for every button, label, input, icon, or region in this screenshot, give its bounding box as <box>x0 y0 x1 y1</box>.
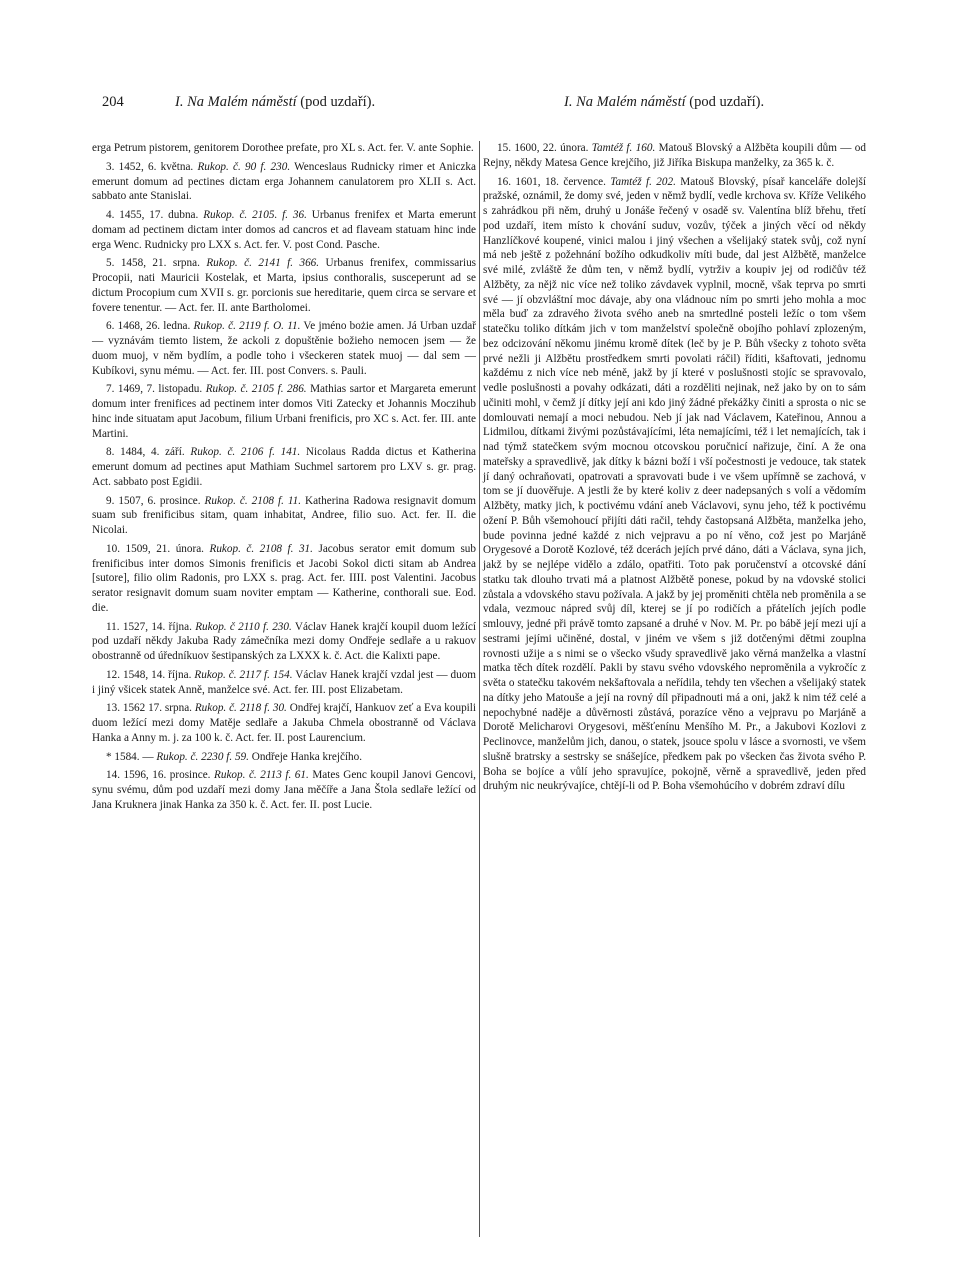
entry-paragraph <box>92 141 476 156</box>
entry-paragraph <box>483 175 866 795</box>
source-reference: Rukop. č. 2119 f. O. 11. <box>193 320 301 333</box>
entry-text: Václav Hanek krajčí koupil duom ležící pod uzdaří někdy Jakuba Rady zámečníka mezi domy Ondřeje sedlaře a u rakuov obostranně od úředníkuov šestipanských za LXXX k. č. Act. die Kalixti pape. <box>92 620 476 662</box>
source-reference: Rukop. č. 2108 f. 31. <box>209 542 313 555</box>
source-reference: Rukop. č. 2105 f. 286. <box>205 383 307 396</box>
entry-text: Ondřej krajčí, Hankuov zeť a Eva koupili duom ležící mezi domy Matěje sedlaře a Jakuba Chmela obostranně od Václava Hanka a Anny m. j. za 100 k. č. Act. fer. II. post Laurencium. <box>92 702 477 744</box>
column-divider <box>479 141 480 1237</box>
right-column <box>483 141 866 798</box>
entry-text: Mates Genc koupil Janovi Gencovi, synu svému, dům pod uzdaří mezi domy Jana měčíře a Jana Štola sedlaře ležící od Jana Kruknera jinak Hanka za 350 k. č. Act. fer. II. post Lucie. <box>92 769 476 811</box>
source-reference: Rukop. č. 90 f. 230. <box>197 160 291 173</box>
source-reference: Rukop. č. 2113 f. 61. <box>214 769 309 782</box>
entry-paragraph <box>92 701 476 745</box>
entry-paragraph <box>92 208 476 252</box>
entry-number-date: 6. 1468, 26. ledna. <box>106 320 194 333</box>
source-reference: Rukop. č. 2106 f. 141. <box>190 446 301 459</box>
source-reference: Tamtéž f. 202. <box>610 175 676 188</box>
entry-number-date: erga Petrum pistorem, genitorem Dorothee prefate, pro XL s. Act. fer. V. ante Sophie. <box>92 142 474 154</box>
entry-paragraph <box>92 382 476 441</box>
source-reference: Rukop. č. 2141 f. 366. <box>206 257 320 270</box>
entry-number-date: 12. 1548, 14. října. <box>106 668 195 681</box>
entry-number-date: 14. 1596, 16. prosince. <box>106 769 215 782</box>
entry-text: Matouš Blovský, písař kanceláře dolejší pražské, oznámil, že domy své, jeden v němž bydlí, vedle krchova sv. Kříže Velikého s zahrádkou při něm, druhý u Jonáše řečený v osadě sv. Valentína blíž břehu, třetí pod uzdaří, item místo k chování suduv, vozův, týček a jiných věcí od někdy Hanzlíčkové koupené, vinici malou i jiný všechen a všelijaký statek svůj, což nyní má neb ještě z požehnání božího odkudkoliv míti bude, dal jest Alžbětě, manželce své milé, zvláště že dům ten, v němž bydlí, vytrživ a koupiv jej od rodičův též Alžběty, za nějž nic více než toliko závdavek vyplnil, mocně, však teprva po smrti své — jí obzvláštní moc dávaje, aby ona vládnouc ním po smrti jeho mohla a moc měla buď za zdravého života svého aneb na smrtedlné posteli ležíc o tom všem statečku toliko dítkám jich v tom manželství společně obojího pohlaví zplozeným, bez odcizování někomu jinému kromě dítek (leč by je P. Bůh všecky z tohoto světa prvé nežli ji Alžbětu prostředkem smrti povolati ráčil) říditi, kšaftovati, jednomu každému z nich více neb méně, jakž by jí které v poslušnosti stojíc se spravovalo, vedle poslušnosti a povahy odkázati, dáti a rozděliti nejinak, než jako by on to sám učiniti mohl, v čemž jí dítky její ani kdo jiný žádné překážky činiti a sprosta o nic se domlouvati nemají a moci nebudou. Neb jí jak nad Václavem, Kateřinou, Annou a Lidmilou, dítkami živými pozůstávajícími, léta nemajícími, též i let nemajících, tak i nad týmž statečkem svým mocnou otcovskou poručnicí nařizuje, činí. A že ona mateřsky a spravedlivě, jak dítky k bázni boží i vší počestnosti je vedouce, tak statek jí daný ochraňovati, opatrovati a spravovati bude i ve všem upřímně se zachová, v tom se jí duověřuje. A jestli že by které koliv z deer nadepsaných s volí a vědomím Alžběty, matky jich, k poctivému vdání aneb Václavovi, synu jeho, též k poctivému ožení P. Bůh všemohoucí přijíti dáti račil, tehdy častopsaná Alžběta, manželka jeho, bude povinna jedné každé z nich vejpravu a po ní věno, což jest po Marjáně Orygesové a Dorotě Kozlové, též dcerách jejích prvé dáno, dáti a Václava, syna jich, jakž by se nejlépe vidělo a zdálo, opatřiti. Toto pak poručenství a otcovské dání statku tak dlouho trvati má a platnost Alžbětě ponese, pokud by na vdovské stolici zůstala a vdovského stavu požívala. A jakž by jej proměniti chtěla neb proměnila a se vdala, vezmouc nápred svůj díl, kterej se jí po rodičích a přátelích jejích podle smlouvy, jedné při právě tomto zapsané a druhé v Nov. M. Pr. po bábě její mezi ují a sestrami jejími učiněné, dostal, v jiném ve všem s již dotčenými dětmi zouplna rovnosti užije a s nimi se o všecko všudy spravedlivě jako věrná manželka a vlastní matka těch dítek rozdělí. Pakli by stavu svého vdovského neproměnila a vykročíc z světa o statečku takovém nekšaftovala a neřídila, tehdy ten všechen a všelijaký statek na dítky jeho Matouše a její na rovný díl připadnouti má a oni, jakž k nim též celé a nepochybné naděje a důvěrnosti zůstává, porazíce věno a vejpravu po Marjáně a Dorotě Melicharovi Orygesovi, měšťenínu Menšího M. Pr., a Jakubovi Kozlovi z Peclinovce, manželům jich, danou, o statek, jsouce spolu v lásce a svornosti, ve všem slušně bratrsky a sestrsky se snášejíce, předkem pak po všecken čas života svého P. Boha se bojíce a vůlí jeho spravujíce, pokojně, věrně a spravedlivě, jeden před druhým nic neukrývajíce, chtějí-li od P. Boha všemohúcího v dobrém zdraví dílu <box>483 175 866 793</box>
running-head-left-title: I. Na Malém náměstí <box>175 94 297 110</box>
entry-number-date: 11. 1527, 14. října. <box>106 620 196 633</box>
entry-number-date: 10. 1509, 21. února. <box>106 542 210 555</box>
entry-paragraph <box>92 160 476 204</box>
entry-number-date: 15. 1600, 22. února. <box>497 142 592 154</box>
source-reference: Rukop. č. 2117 f. 154. <box>194 668 293 681</box>
entry-text: Urbanus frenifex et Marta emerunt domam ad pectinem dictam inter domos ad cancros et ad flaveam statuam hinc inde erga Wenc. Rudnicky pro LXX s. Act. fer. V. post Cond. Pasche. <box>92 209 477 251</box>
source-reference: Rukop. č 2110 f. 230. <box>195 620 292 633</box>
entry-text: Jacobus serator emit domum sub frenificibus inter domos Simonis frenificis et Jacobi Sokol dicti sitam ab Andrea [sutore], filio olim Radonis, pro LXX s. prag. Act. fer. IIII. post Valentini. Jacobus serator resignavit domum suam noviter emptam — Katherine, conthorali sue. Eod. die. <box>92 542 476 614</box>
entry-text: Václav Hanek krajčí vzdal jest — duom i jiný všicek statek Anně, manželce své. Act. fer. III. post Elizabetam. <box>92 668 476 696</box>
entry-text: Matouš Blovský a Alžběta koupili dům — od Rejny, někdy Matesa Gence krejčího, již Jiříka Biskupa manželky, za 365 k. č. <box>483 142 866 169</box>
running-head-left <box>175 94 375 111</box>
entry-paragraph <box>92 445 476 489</box>
entry-paragraph <box>92 668 476 698</box>
entry-paragraph <box>92 768 476 812</box>
entry-paragraph <box>92 620 476 664</box>
entry-text: Katherina Radowa resignavit domum suam sub frenificibus sitam, quam inhabitat, Andree, filio suo. Act. fer. II. die Nicolai. <box>92 494 476 536</box>
entry-number-date: 8. 1484, 4. září. <box>106 446 191 459</box>
source-reference: Rukop. č. 2230 f. 59. <box>156 750 249 763</box>
running-head-left-suffix: (pod uzdaří). <box>296 94 376 110</box>
entry-paragraph <box>92 750 476 765</box>
left-column <box>92 141 476 817</box>
entry-paragraph <box>92 542 476 616</box>
source-reference: Rukop. č. 2105. f. 36. <box>203 209 307 221</box>
entry-text: Mathias sartor et Margareta emerunt domum inter frenifices ad pectinem inter domos Viti Zatecky et Johannis Moczihub hinc inde situatam aput Jacobum, filium Urbani frenificis, pro XC s. Act. fer. III. ante Martini. <box>92 383 476 440</box>
page-header <box>0 94 960 116</box>
entry-number-date: 3. 1452, 6. května. <box>106 160 198 173</box>
entry-number-date: 7. 1469, 7. listopadu. <box>106 383 206 396</box>
running-head-right-suffix: (pod uzdaří). <box>685 94 765 110</box>
entry-text: Wenceslaus Rudnicky rimer et Aniczka emerunt domum ad pectines dictam erga Johannem canulatorem pro XLII s. Act. sabbato ante Stanislai. <box>92 160 476 203</box>
entry-number-date: 5. 1458, 21. srpna. <box>106 257 207 270</box>
entry-number-date: 16. 1601, 18. července. <box>497 175 611 188</box>
entry-text: Urbanus frenifex, commissarius Procopii, nati Mauricii Kostelak, et Marta, ipsius conthoralis, susceperunt ad se dictum Procopium cum XVII s. gr. porcionis sue hereditarie, quem circa se servare et fovere tenentur. — Act. fer. II. ante Bartholomei. <box>92 257 477 314</box>
source-reference: Tamtéž f. 160. <box>591 142 656 154</box>
entry-number-date: * 1584. — <box>106 750 157 763</box>
running-head-right-title: I. Na Malém náměstí <box>564 94 686 110</box>
entry-number-date: 13. 1562 17. srpna. <box>106 702 195 715</box>
running-head-right <box>564 94 764 111</box>
entry-text: Ve jméno bożie amen. Já Urban uzdař — vyznávám tiemto listem, že ackoli z dopuštěnie božieho nemocen jsem — že duom muoj, v něm bydlím, a podle toho i všeckeren statek muoj — dal sem — Kubíkovi, synu mému. — Act. fer. III. post Convers. s. Pauli. <box>92 320 476 377</box>
source-reference: Rukop. č. 2118 f. 30. <box>194 702 287 715</box>
entry-number-date: 4. 1455, 17. dubna. <box>106 209 204 221</box>
entry-number-date: 9. 1507, 6. prosince. <box>106 494 205 507</box>
entry-paragraph <box>483 141 866 171</box>
entry-paragraph <box>92 256 476 315</box>
entry-paragraph <box>92 319 476 378</box>
entry-text: Nicolaus Radda dictus et Katherina emerunt domum ad pectines aput Mathiam Suchmel sartorem pro LXV s. gr. prag. Act. sabbato post Egidii. <box>92 446 476 488</box>
entry-paragraph <box>92 494 476 538</box>
source-reference: Rukop. č. 2108 f. 11. <box>204 494 302 507</box>
entry-text: Ondřeje Hanka krejčího. <box>248 750 363 763</box>
page-number: 204 <box>102 94 124 110</box>
